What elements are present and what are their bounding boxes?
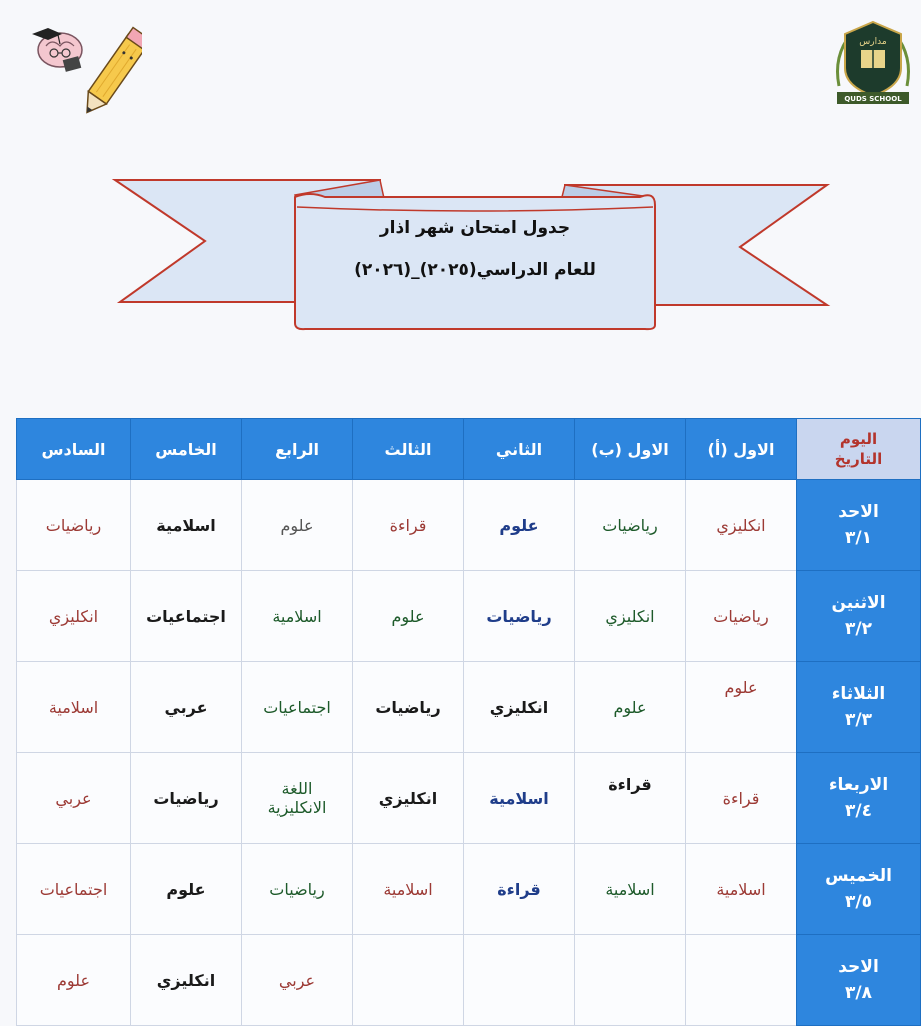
subject-cell: اسلامية <box>131 480 242 571</box>
schedule-title: جدول امتحان شهر اذار <box>379 218 571 238</box>
subject-cell: قراءة <box>464 844 575 935</box>
subject-cell: انكليزي <box>464 662 575 753</box>
table-header-row <box>17 419 921 480</box>
subject-cell: علوم <box>464 480 575 571</box>
subject-cell: قراءة <box>686 753 797 844</box>
day-cell <box>797 844 921 935</box>
grade-header: الاول (ب) <box>575 419 686 480</box>
subject-cell <box>575 753 686 844</box>
subject-cell: انكليزي <box>131 935 242 1026</box>
day-name: الاربعاء <box>828 775 889 795</box>
grade-header: الثالث <box>353 419 464 480</box>
day-date: ٣/٣ <box>845 710 872 730</box>
subject-cell: علوم <box>575 662 686 753</box>
day-name: الاثنين <box>831 593 886 613</box>
subject-text: قراءة <box>608 774 652 794</box>
table-row <box>17 935 921 1026</box>
subject-cell: رياضيات <box>242 844 353 935</box>
subject-cell: رياضيات <box>131 753 242 844</box>
day-date: ٣/١ <box>845 528 872 548</box>
subject-cell: عربي <box>17 753 131 844</box>
table-row <box>17 844 921 935</box>
subject-cell: اجتماعيات <box>17 844 131 935</box>
subject-cell: اسلامية <box>686 844 797 935</box>
day-cell <box>797 935 921 1026</box>
logo-arabic-text: مدارس <box>859 37 887 47</box>
grade-header: الرابع <box>242 419 353 480</box>
subject-cell: انكليزي <box>17 571 131 662</box>
day-cell <box>797 480 921 571</box>
day-name: الثلاثاء <box>831 684 886 704</box>
corner-header <box>797 419 921 480</box>
grade-header: الثاني <box>464 419 575 480</box>
subject-cell: عربي <box>131 662 242 753</box>
subject-cell: رياضيات <box>17 480 131 571</box>
day-column-label: اليوم <box>839 430 878 448</box>
school-logo <box>831 16 915 108</box>
table-row <box>17 753 921 844</box>
subject-cell: علوم <box>131 844 242 935</box>
day-date: ٣/٥ <box>845 892 872 912</box>
subject-cell: رياضيات <box>353 662 464 753</box>
subject-cell: انكليزي <box>575 571 686 662</box>
pencil-brain-sticker-icon <box>22 20 142 125</box>
subject-cell: انكليزي <box>353 753 464 844</box>
date-column-label: التاريخ <box>834 450 883 468</box>
subject-cell <box>686 935 797 1026</box>
day-name: الاحد <box>838 957 879 977</box>
subject-cell: علوم <box>353 571 464 662</box>
day-name: الخميس <box>825 866 892 886</box>
subject-cell <box>686 662 797 753</box>
day-cell <box>797 753 921 844</box>
subject-cell: اسلامية <box>575 844 686 935</box>
grade-header: الخامس <box>131 419 242 480</box>
logo-caption: QUDS SCHOOL <box>844 95 902 103</box>
table-row <box>17 571 921 662</box>
subject-cell: اجتماعيات <box>131 571 242 662</box>
exam-schedule-table <box>16 418 921 1026</box>
day-cell <box>797 571 921 662</box>
academic-year: للعام الدراسي(٢٠٢٥)_(٢٠٢٦) <box>354 260 596 280</box>
subject-cell: اسلامية <box>242 571 353 662</box>
subject-cell <box>575 935 686 1026</box>
table-row <box>17 662 921 753</box>
subject-cell: اسلامية <box>353 844 464 935</box>
day-name: الاحد <box>838 502 879 522</box>
day-date: ٣/٢ <box>845 619 872 639</box>
subject-cell: اسلامية <box>464 753 575 844</box>
subject-cell: علوم <box>17 935 131 1026</box>
subject-cell: عربي <box>242 935 353 1026</box>
subject-cell <box>464 935 575 1026</box>
table-row <box>17 480 921 571</box>
subject-cell: رياضيات <box>686 571 797 662</box>
subject-cell: رياضيات <box>464 571 575 662</box>
grade-header: السادس <box>17 419 131 480</box>
subject-cell: رياضيات <box>575 480 686 571</box>
day-date: ٣/٤ <box>845 801 872 821</box>
subject-cell: اللغة الانكليزية <box>242 753 353 844</box>
subject-cell: انكليزي <box>686 480 797 571</box>
banner-title-block <box>300 210 650 280</box>
subject-text: علوم <box>724 677 758 697</box>
day-cell <box>797 662 921 753</box>
subject-cell: علوم <box>242 480 353 571</box>
subject-cell <box>353 935 464 1026</box>
subject-cell: اسلامية <box>17 662 131 753</box>
subject-cell: اجتماعيات <box>242 662 353 753</box>
subject-cell: قراءة <box>353 480 464 571</box>
grade-header: الاول (أ) <box>686 419 797 480</box>
day-date: ٣/٨ <box>845 983 872 1003</box>
